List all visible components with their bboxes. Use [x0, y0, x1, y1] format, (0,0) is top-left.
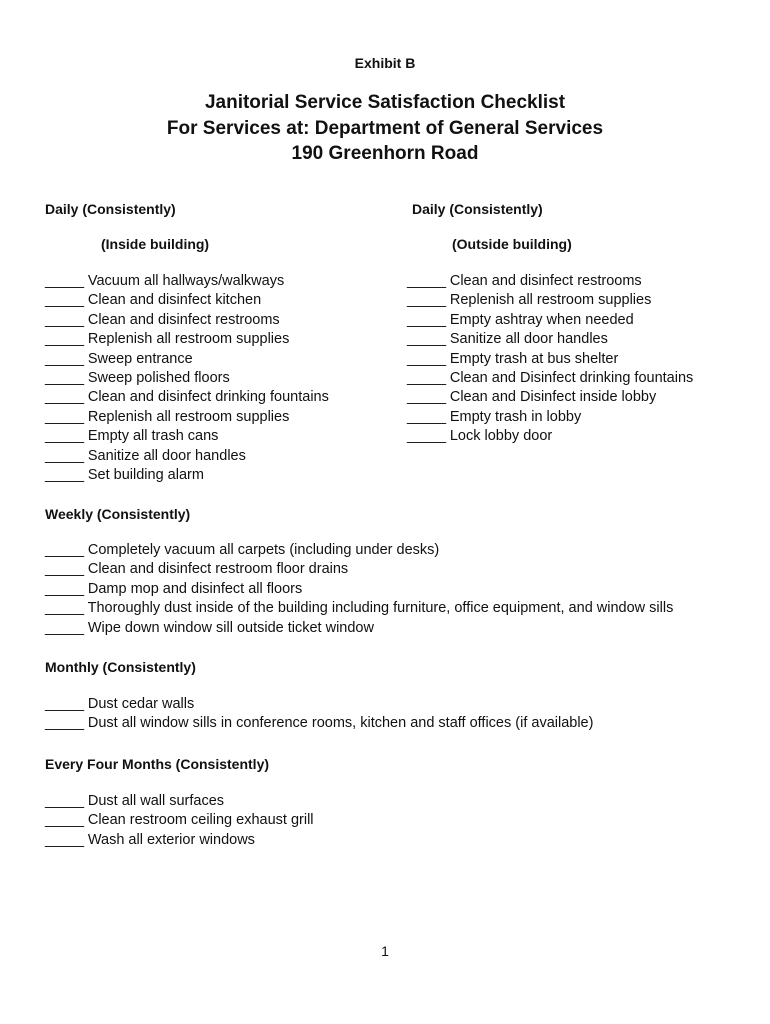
checklist-item-label: Empty trash at bus shelter: [449, 350, 619, 367]
checklist-item-label: Empty ashtray when needed: [449, 311, 634, 328]
checklist-item: [45, 350, 329, 369]
four-months-list: [45, 792, 314, 850]
checklist-item-label: Clean and disinfect kitchen: [87, 292, 262, 309]
checkbox-blank-line: _____: [407, 273, 446, 289]
checklist-item-label: Clean and disinfect restrooms: [87, 311, 280, 328]
checklist-item: [45, 330, 329, 349]
title-line: For Services at: Department of General Services: [166, 117, 604, 139]
checkbox-blank-line: _____: [407, 428, 446, 445]
checklist-item-label: Dust all window sills in conference rooms, kitchen and staff offices (if available): [87, 715, 594, 732]
checklist-item-label: Replenish all restroom supplies: [449, 292, 652, 309]
daily-outside-subheading: (Outside building): [452, 236, 572, 252]
checklist-item: [407, 311, 693, 330]
checklist-item: [45, 272, 329, 291]
checklist-item-label: Clean restroom ceiling exhaust grill: [87, 812, 314, 829]
monthly-list: [45, 695, 593, 734]
checklist-item-label: Replenish all restroom supplies: [87, 408, 290, 425]
checklist-item-label: Completely vacuum all carpets (including under desks): [87, 542, 440, 558]
weekly-heading: Weekly (Consistently): [45, 506, 191, 522]
daily-outside-heading: Daily (Consistently): [412, 201, 543, 217]
checklist-item-label: Clean and disinfect drinking fountains: [87, 389, 329, 406]
checklist-item: [45, 291, 329, 310]
checkbox-blank-line: _____: [45, 715, 84, 732]
checkbox-blank-line: _____: [45, 561, 84, 578]
checklist-item: [45, 695, 593, 714]
checkbox-blank-line: _____: [45, 428, 84, 445]
checkbox-blank-line: _____: [45, 408, 84, 425]
checklist-item-label: Sanitize all door handles: [449, 331, 608, 348]
checkbox-blank-line: _____: [45, 273, 84, 289]
checklist-item: [45, 427, 329, 446]
checklist-item: [407, 427, 693, 446]
checklist-item: [407, 330, 693, 349]
checklist-item-label: Vacuum all hallways/walkways: [87, 273, 285, 289]
checklist-item-label: Empty all trash cans: [87, 428, 219, 445]
checkbox-blank-line: _____: [45, 370, 84, 387]
checklist-item: [45, 541, 673, 560]
checklist-item: [407, 369, 693, 388]
checklist-item-label: Sanitize all door handles: [87, 447, 246, 464]
checkbox-blank-line: _____: [45, 467, 84, 484]
checklist-item-label: Lock lobby door: [449, 428, 553, 445]
checklist-item: [45, 560, 673, 579]
exhibit-label: Exhibit B: [354, 55, 416, 71]
weekly-list: [45, 541, 673, 638]
checklist-item: [45, 619, 673, 638]
checkbox-blank-line: _____: [45, 292, 84, 309]
daily-inside-list: [45, 272, 329, 485]
checklist-item: [45, 580, 673, 599]
checkbox-blank-line: _____: [45, 389, 84, 406]
title-line: 190 Greenhorn Road: [291, 143, 479, 164]
checkbox-blank-line: _____: [45, 350, 84, 367]
checklist-item: [407, 388, 693, 407]
checkbox-blank-line: _____: [407, 292, 446, 309]
daily-outside-list: [407, 272, 693, 447]
checklist-item: [407, 272, 693, 291]
checklist-item-label: Sweep entrance: [87, 350, 193, 367]
checkbox-blank-line: _____: [45, 793, 84, 809]
checkbox-blank-line: _____: [45, 447, 84, 464]
checklist-item: [45, 792, 314, 811]
checkbox-blank-line: _____: [45, 831, 84, 848]
checklist-item: [45, 599, 673, 618]
checkbox-blank-line: _____: [45, 696, 84, 712]
checklist-item-label: Wash all exterior windows: [87, 831, 255, 848]
title-line: Janitorial Service Satisfaction Checklist: [204, 92, 566, 113]
checklist-item: [45, 811, 314, 830]
checklist-item-label: Clean and Disinfect drinking fountains: [449, 370, 694, 387]
checkbox-blank-line: _____: [45, 542, 84, 558]
document-title: [0, 90, 770, 167]
checklist-item: [45, 311, 329, 330]
four-months-heading: Every Four Months (Consistently): [45, 756, 270, 772]
checkbox-blank-line: _____: [407, 311, 446, 328]
checkbox-blank-line: _____: [407, 331, 446, 348]
checklist-item-label: Clean and disinfect restroom floor drains: [87, 561, 349, 578]
daily-inside-subheading: (Inside building): [101, 236, 210, 252]
checkbox-blank-line: _____: [407, 350, 446, 367]
checklist-item-label: Thoroughly dust inside of the building including furniture, office equipment, and window sills: [87, 600, 674, 617]
checklist-item-label: Clean and disinfect restrooms: [449, 273, 642, 289]
checklist-item-label: Sweep polished floors: [87, 370, 230, 387]
checklist-item: [407, 291, 693, 310]
checkbox-blank-line: _____: [407, 389, 446, 406]
checklist-item-label: Set building alarm: [87, 467, 204, 484]
checkbox-blank-line: _____: [45, 619, 84, 636]
checklist-item: [45, 831, 314, 850]
checkbox-blank-line: _____: [45, 311, 84, 328]
checkbox-blank-line: _____: [45, 331, 84, 348]
checklist-item: [45, 466, 329, 485]
page-number: 1: [381, 943, 389, 959]
checklist-item: [45, 388, 329, 407]
checklist-item-label: Dust cedar walls: [87, 696, 195, 712]
checkbox-blank-line: _____: [407, 370, 446, 387]
checklist-item: [45, 408, 329, 427]
checklist-item: [45, 447, 329, 466]
checklist-item-label: Wipe down window sill outside ticket window: [87, 619, 374, 636]
checklist-item: [407, 408, 693, 427]
daily-inside-heading: Daily (Consistently): [45, 201, 176, 217]
checklist-item: [45, 714, 593, 733]
checklist-item-label: Damp mop and disinfect all floors: [87, 580, 303, 597]
checklist-item-label: Dust all wall surfaces: [87, 793, 225, 809]
checkbox-blank-line: _____: [407, 408, 446, 425]
checkbox-blank-line: _____: [45, 600, 84, 617]
checklist-item: [407, 350, 693, 369]
checkbox-blank-line: _____: [45, 580, 84, 597]
monthly-heading: Monthly (Consistently): [45, 659, 196, 675]
checklist-item-label: Clean and Disinfect inside lobby: [449, 389, 657, 406]
checklist-item: [45, 369, 329, 388]
checklist-item-label: Replenish all restroom supplies: [87, 331, 290, 348]
checkbox-blank-line: _____: [45, 812, 84, 829]
checklist-item-label: Empty trash in lobby: [449, 408, 582, 425]
